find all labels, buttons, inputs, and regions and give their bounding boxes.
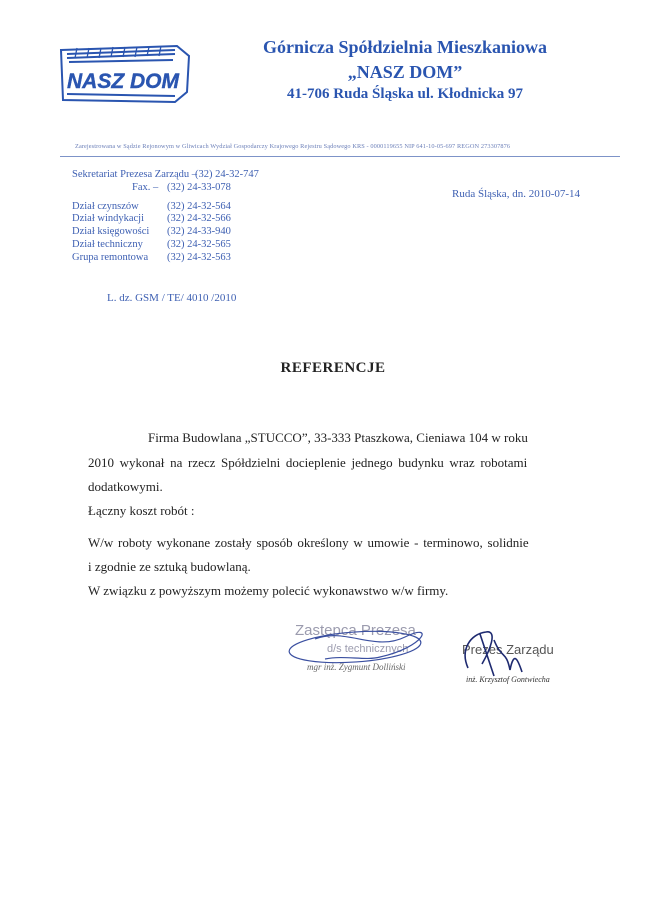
org-address: 41-706 Ruda Śląska ul. Kłodnicka 97 <box>287 86 523 102</box>
contact-label: Dział windykacji <box>72 213 145 225</box>
right-signature-stamp <box>450 620 590 700</box>
contact-label: Dział techniczny <box>72 238 143 250</box>
body-line: Firma Budowlana „STUCCO”, 33-333 Ptaszkowa, Cieniawa 104 w roku <box>148 430 528 445</box>
right-stamp-title: Prezes Zarządu <box>462 642 554 657</box>
document-title: REFERENCJE <box>280 360 386 376</box>
body-line: i zgodnie ze sztuką budowlaną. <box>88 559 251 574</box>
contact-number: (32) 24-32-564 <box>167 200 231 212</box>
contact-number: (32) 24-33-940 <box>167 226 231 238</box>
left-stamp-sub: d/s technicznych <box>327 643 409 655</box>
contact-number: (32) 24-32-563 <box>167 251 231 263</box>
contact-label: Dział księgowości <box>72 226 150 238</box>
contact-label: Fax. – <box>132 181 159 193</box>
body-line: 2010 wykonał na rzecz Spółdzielni docieplenie jednego budynku wraz robotami <box>88 455 528 470</box>
left-stamp-title: Zastępca Prezesa <box>295 622 416 639</box>
date-line: Ruda Śląska, dn. 2010-07-14 <box>452 188 581 200</box>
body-line: W/w roboty wykonane zostały sposób określony w umowie - terminowo, solidnie <box>88 535 529 550</box>
contact-number: (32) 24-33-078 <box>167 181 231 193</box>
body-line: W związku z powyższym możemy polecić wykonawstwo w/w firmy. <box>88 583 449 598</box>
logo-text: NASZ DOM <box>67 70 179 93</box>
contact-label: Sekretariat Prezesa Zarządu – <box>72 169 198 180</box>
body-line: Łączny koszt robót : <box>88 503 195 518</box>
right-signer-name: inż. Krzysztof Gontwiecha <box>466 675 550 684</box>
company-logo <box>57 44 193 106</box>
header-divider <box>60 156 620 157</box>
contact-label: Dział czynszów <box>72 200 139 212</box>
org-name: Górnicza Spółdzielnia Mieszkaniowa <box>262 37 547 57</box>
contact-number: (32) 24-32-565 <box>167 238 231 250</box>
body-line: dodatkowymi. <box>88 479 163 494</box>
contact-number: (32) 24-32-747 <box>195 169 259 180</box>
left-signature-stamp <box>285 617 435 697</box>
org-short-name: „NASZ DOM” <box>347 62 463 82</box>
contact-number: (32) 24-32-566 <box>167 213 231 225</box>
registration-line: Zarejestrowana w Sądzie Rejonowym w Gliwicach Wydział Gospodarczy Krajowego Rejestru Sądowego KRS - 0000119655 NIP 641-10-05-697 REGON 273307876 <box>75 143 511 150</box>
left-signer-name: mgr inż. Zygmunt Dolliński <box>307 662 406 672</box>
contact-label: Grupa remontowa <box>72 251 149 263</box>
reference-number: L. dz. GSM / TE/ 4010 /2010 <box>107 292 237 304</box>
